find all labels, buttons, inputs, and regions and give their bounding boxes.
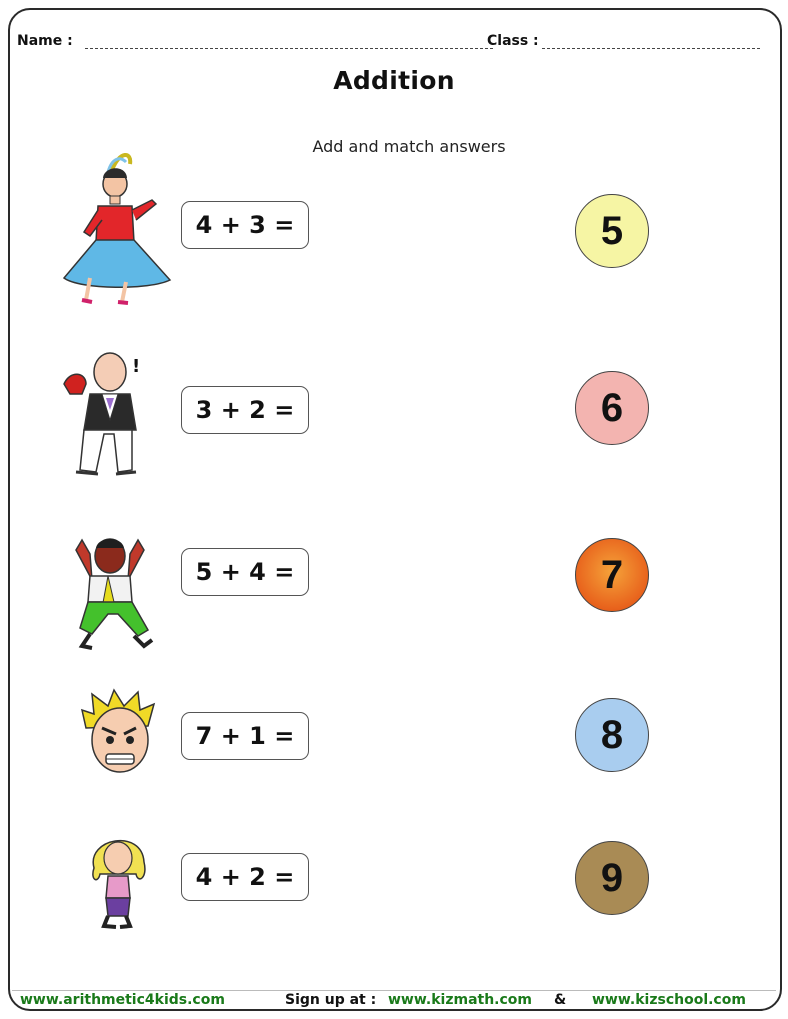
footer-link-kizmath[interactable]: www.kizmath.com <box>388 992 532 1008</box>
problem-box-4: 7 + 1 = <box>181 712 309 760</box>
header-row <box>17 25 762 49</box>
answer-circle-2[interactable]: 6 <box>575 371 649 445</box>
footer <box>20 992 770 1008</box>
footer-link-kizschool[interactable]: www.kizschool.com <box>592 992 746 1008</box>
svg-text:!: ! <box>132 356 141 377</box>
answer-circle-3[interactable]: 7 <box>575 538 649 612</box>
problem-box-3: 5 + 4 = <box>181 548 309 596</box>
man-with-parrot-icon <box>60 350 155 480</box>
problem-box-5: 4 + 2 = <box>181 853 309 901</box>
class-field[interactable] <box>542 33 760 49</box>
answer-circle-1[interactable]: 5 <box>575 194 649 268</box>
name-field[interactable] <box>85 33 493 49</box>
name-label: Name : <box>17 33 73 49</box>
answer-circle-4[interactable]: 8 <box>575 698 649 772</box>
angry-jumping-man-icon <box>62 530 157 655</box>
angry-blond-boy-face-icon <box>80 688 158 780</box>
instruction-text: Add and match answers <box>312 137 506 156</box>
footer-divider <box>12 990 776 991</box>
class-label: Class : <box>487 33 539 49</box>
footer-signup-label: Sign up at : <box>285 992 377 1008</box>
answer-circle-5[interactable]: 9 <box>575 841 649 915</box>
footer-link-arithmetic4kids[interactable]: www.arithmetic4kids.com <box>20 992 225 1008</box>
blond-girl-icon <box>86 828 150 930</box>
lady-in-blue-dress-icon <box>60 150 175 308</box>
problem-box-2: 3 + 2 = <box>181 386 309 434</box>
problem-box-1: 4 + 3 = <box>181 201 309 249</box>
page-title: Addition <box>333 66 455 95</box>
footer-ampersand: & <box>554 992 567 1008</box>
